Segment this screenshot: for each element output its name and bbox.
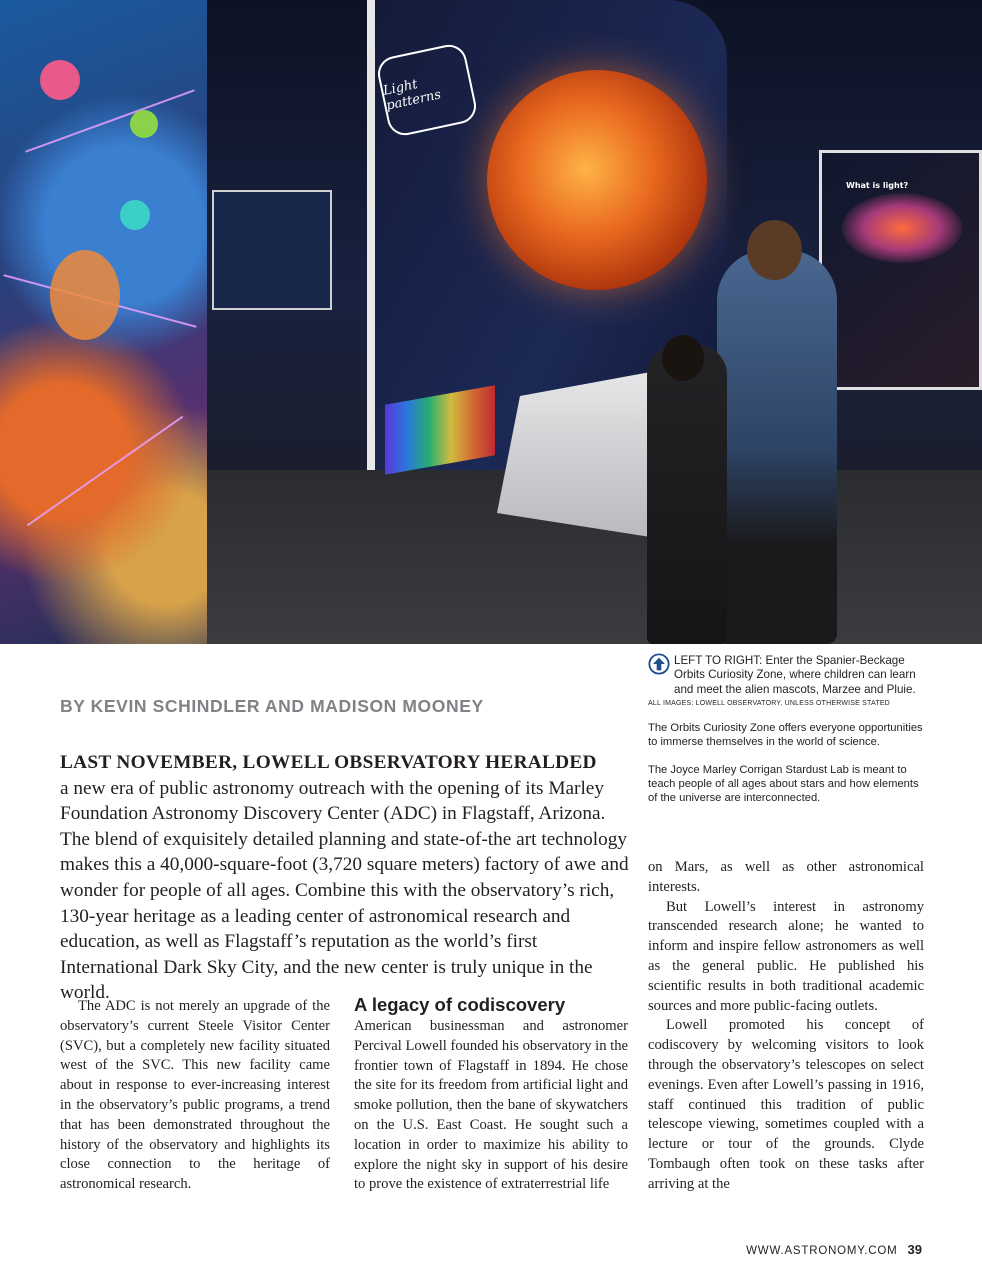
caption-stardust: The Joyce Marley Corrigan Stardust Lab is meant to teach people of all ages about stars and how elements of the universe are interconnected.	[648, 764, 919, 804]
body-column-3	[648, 858, 924, 1195]
photo-captions	[648, 654, 928, 805]
body-column-3-p3: Lowell promoted his concept of codiscovery by welcoming visitors to look through the observatory’s telescopes on select evenings. Even after Lowell’s passing in 1916, staff continued this tradition of public telescope viewing, sometimes coupled with a lecture or tour of the grounds. Clyde Tombaugh often took on these tasks after arriving at the	[648, 1017, 924, 1192]
image-credit: ALL IMAGES: LOWELL OBSERVATORY, UNLESS OTHERWISE STATED	[648, 700, 890, 708]
photo-side-exhibit	[212, 190, 332, 310]
lead-text: a new era of public astronomy outreach with the opening of its Marley Foundation Astronomy Discovery Center (ADC) in Flagstaff, Arizona. The blend of exquisitely detailed planning and state-of-the art technology makes this a 40,000-square-foot (3,720 square meters) factory of awe and wonder for people of all ages. Combine this with the observatory’s rich, 130-year heritage as a leading center of astronomical research and education, as well as Flagstaff’s reputation as the world’s first International Dark Sky City, and the new center is truly unique in the world.	[60, 777, 629, 1004]
body-column-3-p1: on Mars, as well as other astronomical interests.	[648, 859, 924, 895]
photo-right-panel	[819, 150, 982, 390]
photo-child-visitor	[647, 345, 727, 644]
photo-panel-label: What is light?	[846, 181, 909, 190]
page-number: 39	[907, 1242, 922, 1257]
photo-curiosity-zone	[0, 0, 207, 644]
body-column-2-text: American businessman and astronomer Percival Lowell founded his observatory in the frontier town of Flagstaff in 1894. He chose the site for its freedom from artificial light and smoke pollution, then the bane of skywatchers on the U.S. East Coast. He sought such a location in order to maximize his ability to explore the night sky in support of his desire to prove the existence of extraterrestrial life	[354, 1018, 628, 1193]
page-footer	[746, 1241, 922, 1259]
photo-nebula	[842, 193, 962, 263]
photo-sun-image	[487, 70, 707, 290]
photo-speech-bubble: Light patterns	[375, 42, 480, 139]
body-column-2	[354, 994, 628, 1195]
circle-arrow-up-icon	[648, 653, 670, 675]
caption-orbits: The Orbits Curiosity Zone offers everyone opportunities to immerse themselves in the world of science.	[648, 722, 923, 748]
footer-url: WWW.ASTRONOMY.COM	[746, 1245, 898, 1257]
photo-adult-visitor	[717, 250, 837, 644]
caption-main-text: LEFT TO RIGHT: Enter the Spanier-Beckage Orbits Curiosity Zone, where children can learn and meet the alien mascots, Marzee and Pluie.	[674, 654, 916, 696]
lead-paragraph	[60, 750, 632, 1006]
photo-stardust-lab	[207, 0, 982, 644]
caption-main	[648, 654, 928, 697]
section-heading: A legacy of codiscovery	[354, 994, 566, 1015]
byline: BY KEVIN SCHINDLER AND MADISON MOONEY	[60, 696, 484, 716]
body-column-3-p2: But Lowell’s interest in astronomy transcended research alone; he wanted to inform and inspire fellow astronomers as well as the general public. He published his scientific results in both traditional academic sources and more public-facing outlets.	[648, 898, 924, 1014]
lead-caps: LAST NOVEMBER, LOWELL OBSERVATORY HERALDED	[60, 752, 597, 773]
body-column-1: The ADC is not merely an upgrade of the observatory’s current Steele Visitor Center (SVC), but a completely new facility situated west of the SVC. This new facility came about in response to ever-increasing interest in the observatory’s public programs, a trend that has been demonstrated throughout the history of the observatory and highlights its close connection to the heritage of astronomical research.	[60, 998, 330, 1193]
